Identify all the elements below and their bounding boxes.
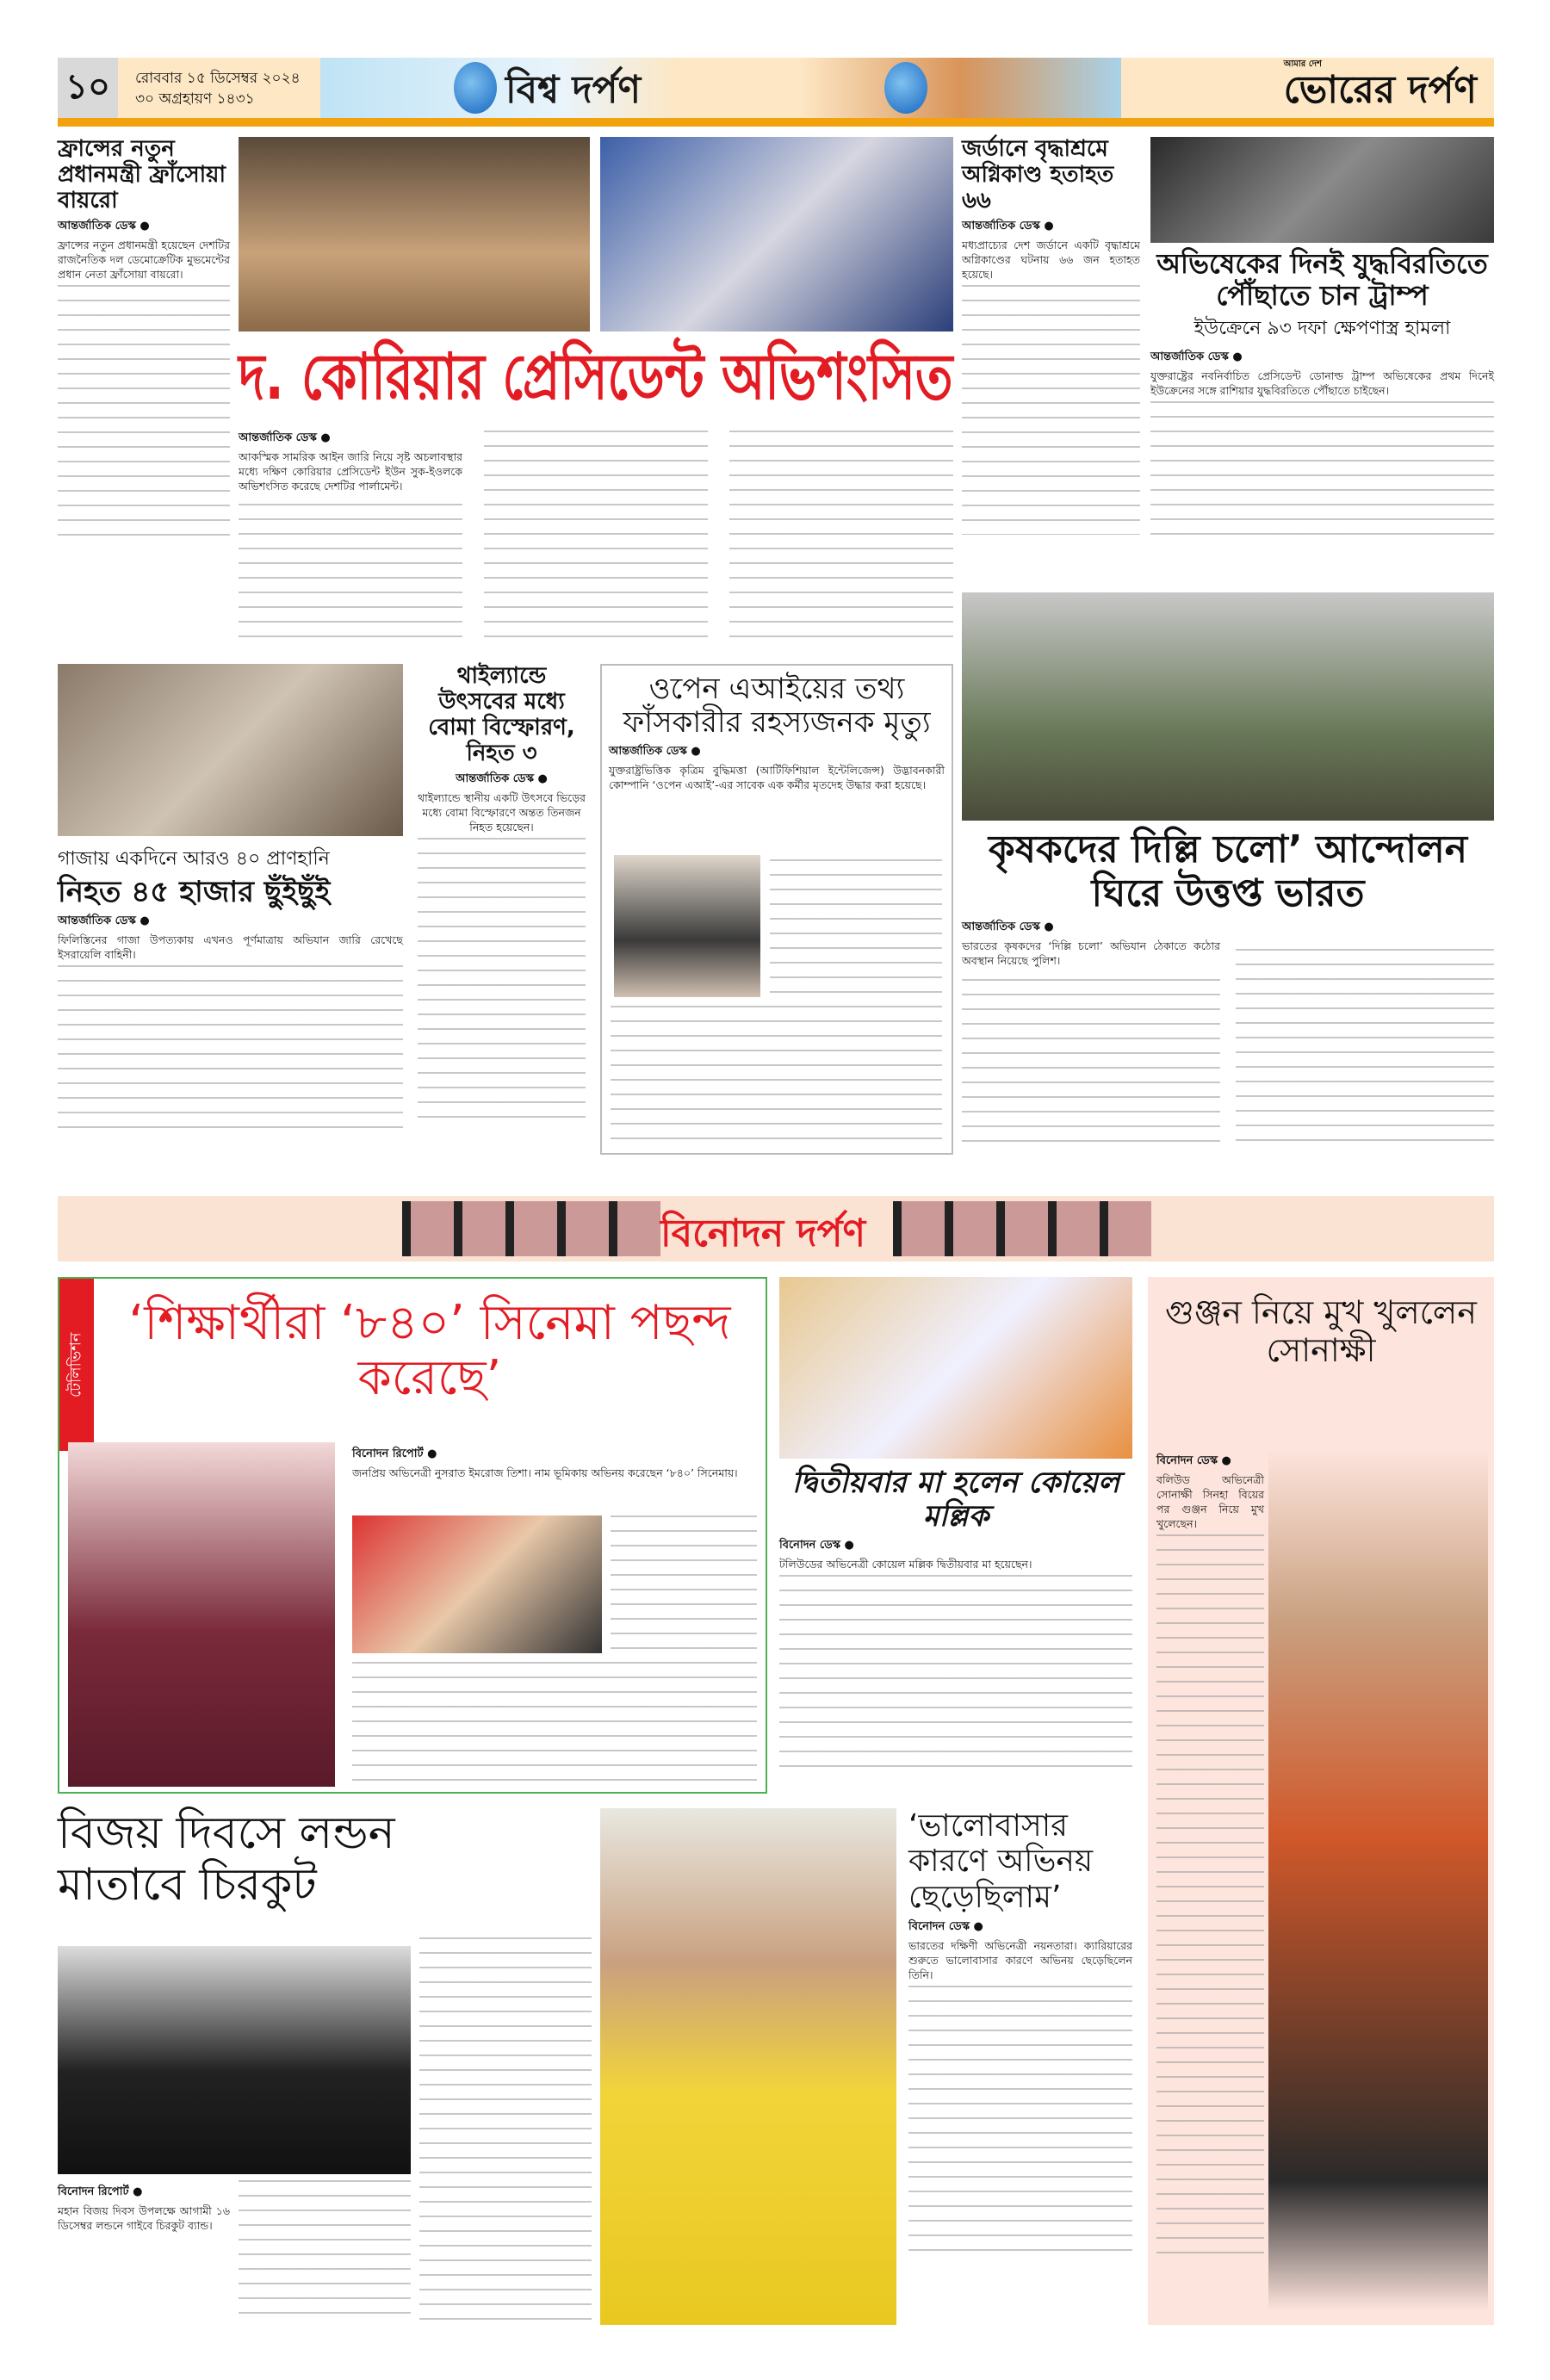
text-column xyxy=(729,431,953,641)
headline: অভিষেকের দিনই যুদ্ধবিরতিতে পৌঁছাতে চান ট্রাম্প xyxy=(1156,247,1488,312)
article-body: জনপ্রিয় অভিনেত্রী নুসরাত ইমরোজ তিশা। নাম ভূমিকায় অভিনয় করেছেন ‘৮৪০’ সিনেমায়। xyxy=(352,1466,738,1479)
article-body: বলিউড অভিনেত্রী সোনাক্ষী সিনহা বিয়ের পর গুঞ্জন নিয়ে মুখ খুলেছেন। xyxy=(1156,1473,1264,1530)
text-column xyxy=(239,2180,411,2322)
text-column xyxy=(418,838,586,1131)
film-strip-decoration xyxy=(893,1201,1151,1256)
text-column xyxy=(779,1575,1132,1773)
newspaper-logo: আমার দেশ ভোরের দর্পণ xyxy=(1283,59,1477,112)
desk-label: আন্তর্জাতিক ডেস্ক ● xyxy=(1150,350,1243,363)
headline: দ্বিতীয়বার মা হলেন কোয়েল মল্লিক xyxy=(791,1466,1120,1534)
article-text xyxy=(1156,1449,1264,2266)
article-valobasha xyxy=(908,1808,1132,2325)
entertainment-banner xyxy=(58,1196,1494,1261)
article-body: মধ্যপ্রাচ্যের দেশ জর্ডানে একটি বৃদ্ধাশ্রমে অগ্নিকাণ্ডের ঘটনায় ৬৬ জন হতাহত হয়েছে। xyxy=(962,238,1140,281)
desk-label: আন্তর্জাতিক ডেস্ক ● xyxy=(58,219,150,232)
kicker: গাজায় একদিনে আরও ৪০ প্রাণহানি xyxy=(58,848,330,870)
text-column xyxy=(611,1515,757,1653)
text-column xyxy=(484,431,708,641)
headline: জর্ডানে বৃদ্ধাশ্রমে অগ্নিকাণ্ড হতাহত ৬৬ xyxy=(962,136,1114,214)
subheadline: ইউক্রেনে ৯৩ দফা ক্ষেপণাস্ত্র হামলা xyxy=(1194,317,1451,339)
article-body: আকস্মিক সামরিক আইন জারি নিয়ে সৃষ্ট অচলাবস্থার মধ্যে দক্ষিণ কোরিয়ার প্রেসিডেন্ট ইউন সুক-ইওলকে অভিশংসিত করেছে দেশটির পার্লামেন্ট। xyxy=(239,450,462,493)
article-body: যুক্তরাষ্ট্রের নবনির্বাচিত প্রেসিডেন্ট ডোনাল্ড ট্রাম্প অভিষেকের প্রথম দিনেই ইউক্রেনের সঙ্গে রাশিয়ার যুদ্ধবিরতিতে পৌঁছাতে চাইছেন। xyxy=(1150,369,1494,397)
desk-label: বিনোদন রিপোর্ট ● xyxy=(58,2185,143,2198)
desk-label: বিনোদন ডেস্ক ● xyxy=(908,1920,983,1934)
text-column xyxy=(239,504,462,641)
article-body: যুক্তরাষ্ট্রভিত্তিক কৃত্রিম বুদ্ধিমত্তা (আর্টিফিশিয়াল ইন্টেলিজেন্স) উদ্ভাবনকারী কোম্পানি ‘ওপেন এআই’-এর সাবেক এক কর্মীর মৃতদেহ উদ্ধার করা হয়েছে। xyxy=(609,764,945,792)
text-column xyxy=(419,1937,592,2322)
gaza-ruins-photo xyxy=(58,664,403,836)
desk-label: আন্তর্জাতিক ডেস্ক ● xyxy=(962,219,1054,232)
article-france xyxy=(58,137,230,645)
text-column xyxy=(962,979,1220,1151)
article-body: ভারতের দক্ষিণী অভিনেত্রী নয়নতারা। ক্যারিয়ারের শুরুতে ভালোবাসার কারণে অভিনয় ছেড়েছিলেন তিনি। xyxy=(908,1939,1132,1982)
headline: ফ্রান্সের নতুন প্রধানমন্ত্রী ফ্রাঁসোয়া বায়রো xyxy=(58,136,226,214)
desk-label: বিনোদন ডেস্ক ● xyxy=(779,1539,854,1553)
article-text xyxy=(352,1442,757,1480)
article-farmers xyxy=(962,828,1494,1156)
parliament-photo xyxy=(239,137,590,332)
article-trump xyxy=(1150,248,1494,592)
film-strip-decoration xyxy=(402,1201,660,1256)
portrait-photo xyxy=(614,855,760,997)
article-body: থাইল্যান্ডে স্থানীয় একটি উৎসবে ভিড়ের মধ্যে বোমা বিস্ফোরণে অন্তত তিনজন নিহত হয়েছেন। xyxy=(418,790,586,834)
article-text xyxy=(58,2180,230,2233)
movie-poster-photo xyxy=(352,1515,602,1653)
article-thailand xyxy=(418,664,586,1155)
article-body: ফ্রান্সের নতুন প্রধানমন্ত্রী হয়েছেন দেশটির রাজনৈতিক দল ডেমোক্রেটিক মুভমেন্টের প্রধান নেতা ফ্রাঁসোয়া বায়রো। xyxy=(58,238,230,281)
globe-icon xyxy=(454,62,497,114)
article-body: ভারতের কৃষকদের ‘দিল্লি চলো’ অভিযান ঠেকাতে কঠোর অবস্থান নিয়েছে পুলিশ। xyxy=(962,939,1220,968)
actress-photo xyxy=(68,1442,335,1787)
globe-icon xyxy=(884,62,927,114)
desk-label: আন্তর্জাতিক ডেস্ক ● xyxy=(962,920,1054,934)
text-column xyxy=(1150,401,1494,548)
article-shikkharthi xyxy=(58,1277,767,1794)
text-column xyxy=(908,1986,1132,2261)
headline: ওপেন এআইয়ের তথ্য ফাঁসকারীর রহস্যজনক মৃত্যু xyxy=(623,672,931,741)
text-column xyxy=(1236,949,1494,1151)
section-title: বিনোদন দর্পণ xyxy=(660,1212,866,1255)
headline: নিহত ৪৫ হাজার ছুঁইছুঁই xyxy=(58,875,331,909)
actress-photo xyxy=(1268,1449,1488,2310)
headline-korea: দ. কোরিয়ার প্রেসিডেন্ট অভিশংসিত xyxy=(239,340,953,414)
date-bengali: ৩০ অগ্রহায়ণ ১৪৩১ xyxy=(135,90,255,108)
date-line xyxy=(135,68,301,109)
text-column xyxy=(611,1006,942,1144)
article-gaza xyxy=(58,844,403,1156)
headline: কৃষকদের দিল্লি চলো’ আন্দোলন ঘিরে উত্তপ্ত ভারত xyxy=(988,827,1468,915)
article-body: মহান বিজয় দিবস উপলক্ষে আগামী ১৬ ডিসেম্বর লন্ডনে গাইবে চিরকুট ব্যান্ড। xyxy=(58,2204,230,2232)
text-column xyxy=(770,859,942,1001)
headline: বিজয় দিবসে লন্ডন মাতাবে চিরকুট xyxy=(58,1807,395,1911)
article-body: ফিলিস্তিনের গাজা উপত্যকায় এখনও পূর্ণমাত্রায় অভিযান জারি রেখেছে ইসরায়েলি বাহিনী। xyxy=(58,933,403,962)
text-column xyxy=(1156,1534,1264,2266)
headline: ‘ভালোবাসার কারণে অভিনয় ছেড়েছিলাম’ xyxy=(908,1808,1094,1915)
desk-label: আন্তর্জাতিক ডেস্ক ● xyxy=(58,914,150,928)
headline: ‘শিক্ষার্থীরা ‘৮৪০’ সিনেমা পছন্দ করেছে’ xyxy=(128,1295,731,1407)
category-tag: টেলিভিশন xyxy=(59,1279,94,1451)
text-column xyxy=(962,285,1140,535)
desk-label: বিনোদন ডেস্ক ● xyxy=(1156,1454,1231,1467)
page-header xyxy=(58,58,1494,127)
headline: থাইল্যান্ডে উৎসবের মধ্যে বোমা বিস্ফোরণ, নিহত ৩ xyxy=(428,663,575,766)
actress-yellow-saree-photo xyxy=(600,1808,896,2325)
protest-photo xyxy=(600,137,953,332)
article-openai xyxy=(600,664,953,1155)
article-chirkut xyxy=(58,1808,592,2325)
headline: গুঞ্জন নিয়ে মুখ খুললেন সোনাক্ষী xyxy=(1165,1293,1477,1369)
article-korea xyxy=(239,426,953,647)
text-column xyxy=(58,285,230,543)
desk-label: আন্তর্জাতিক ডেস্ক ● xyxy=(456,772,548,785)
text-column xyxy=(58,965,403,1129)
desk-label: আন্তর্জাতিক ডেস্ক ● xyxy=(239,431,331,444)
article-sonakshi xyxy=(1148,1277,1494,2325)
section-title: বিশ্ব দর্পণ xyxy=(505,68,642,112)
article-body: টলিউডের অভিনেত্রী কোয়েল মল্লিক দ্বিতীয়বার মা হয়েছেন। xyxy=(779,1558,1032,1571)
desk-label: আন্তর্জাতিক ডেস্ক ● xyxy=(609,745,701,759)
date-gregorian: রোববার ১৫ ডিসেম্বর ২০২৪ xyxy=(135,70,301,87)
family-photo xyxy=(779,1277,1132,1459)
article-jordan xyxy=(962,137,1140,567)
world-landmarks-banner xyxy=(320,58,1121,118)
fire-damage-photo xyxy=(1150,137,1494,243)
article-koel xyxy=(779,1466,1132,1794)
text-column xyxy=(352,1662,757,1787)
band-photo xyxy=(58,1946,411,2174)
farmers-protest-photo xyxy=(962,592,1494,821)
desk-label: বিনোদন রিপোর্ট ● xyxy=(352,1447,437,1460)
page-number: ১০ xyxy=(58,58,118,118)
